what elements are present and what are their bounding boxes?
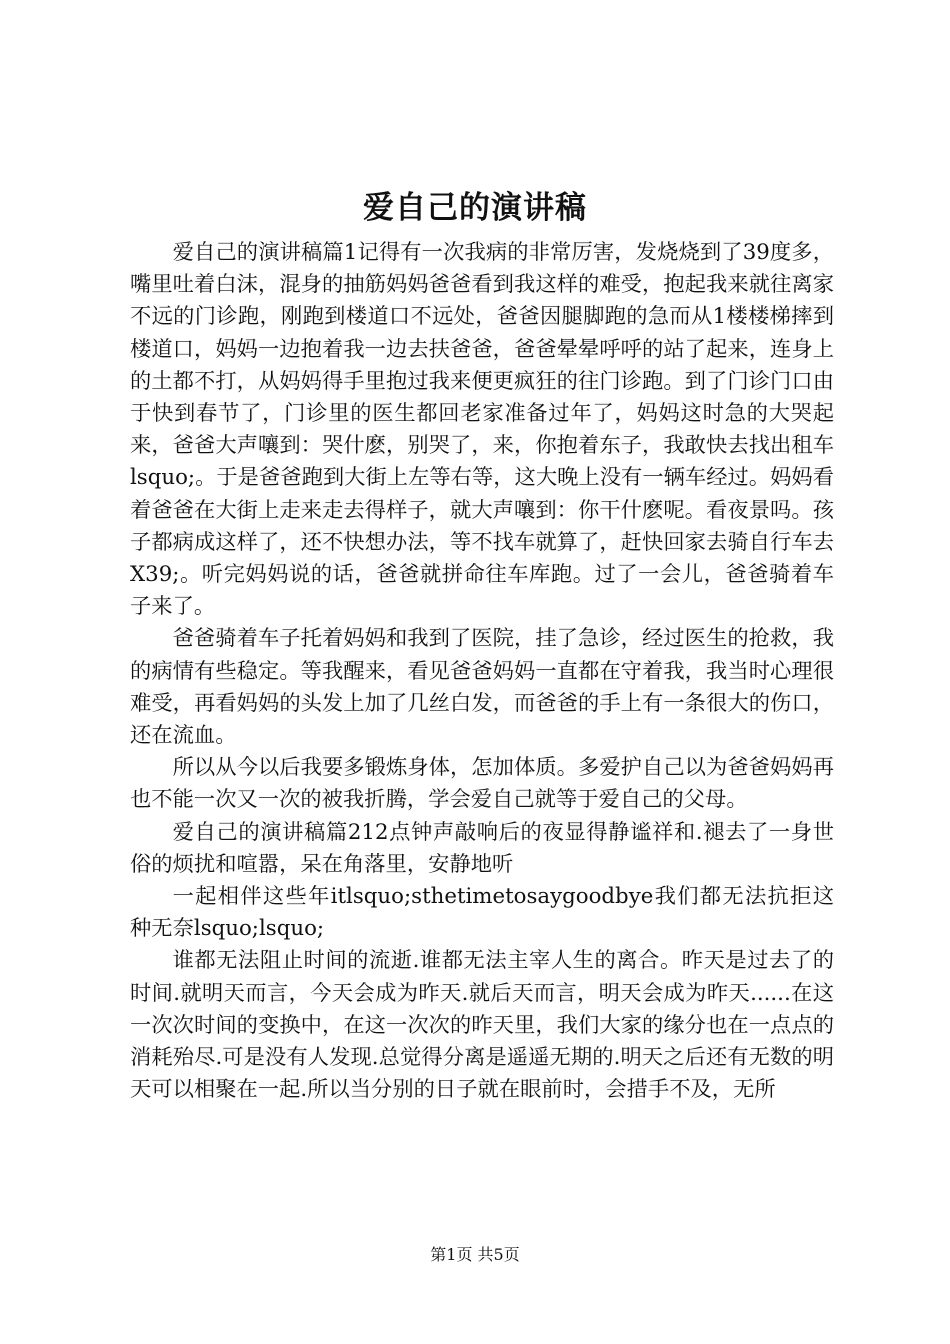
document-title: 爱自己的演讲稿 bbox=[363, 190, 587, 226]
page-number-footer: 第1页 共5页 bbox=[430, 1245, 520, 1264]
paragraph-6: 谁都无法阻止时间的流逝.谁都无法主宰人生的离合。昨天是过去了的时间.就明天而言，今天会成为昨天.就后天而言，明天会成为昨天......在这一次次时间的变换中，在这一次次的昨天里，我们大家的缘分也在一点点的消耗殆尽.可是没有人发现.总觉得分离是遥遥无期的.明天之后还有无数的明天可以相聚在一起.所以当分别的日子就在眼前时，会措手不及，无所 bbox=[130, 948, 834, 1103]
paragraph-5: 一起相伴这些年itlsquo;sthetimetosaygoodbye我们都无法抗拒这种无奈lsquo;lsquo; bbox=[130, 884, 834, 942]
paragraph-2: 爸爸骑着车子托着妈妈和我到了医院，挂了急诊，经过医生的抢救，我的病情有些稳定。等我醒来，看见爸爸妈妈一直都在守着我，我当时心理很难受，再看妈妈的头发上加了几丝白发，而爸爸的手上有一条很大的伤口，还在流血。 bbox=[130, 626, 834, 749]
paragraph-3: 所以从今以后我要多锻炼身体，怎加体质。多爱护自己以为爸爸妈妈再也不能一次又一次的被我折腾，学会爱自己就等于爱自己的父母。 bbox=[130, 755, 834, 813]
paragraph-1: 爱自己的演讲稿篇1记得有一次我病的非常厉害，发烧烧到了39度多，嘴里吐着白沫，混身的抽筋妈妈爸爸看到我这样的难受，抱起我来就往离家不远的门诊跑，刚跑到楼道口不远处，爸爸因腿脚跑的急而从1楼楼梯摔到楼道口，妈妈一边抱着我一边去扶爸爸，爸爸晕晕呼呼的站了起来，连身上的土都不打，从妈妈得手里抱过我来便更疯狂的往门诊跑。到了门诊门口由于快到春节了，门诊里的医生都回老家准备过年了，妈妈这时急的大哭起来，爸爸大声嚷到：哭什麽，别哭了，来，你抱着东子，我敢快去找出租车lsquo;。于是爸爸跑到大街上左等右等，这大晚上没有一辆车经过。妈妈看着爸爸在大街上走来走去得样子，就大声嚷到：你干什麽呢。看夜景吗。孩子都病成这样了，还不快想办法，等不找车就算了，赶快回家去骑自行车去X39;。听完妈妈说的话，爸爸就拼命往车库跑。过了一会儿，爸爸骑着车子来了。 bbox=[130, 240, 834, 620]
document-body bbox=[130, 237, 834, 1106]
paragraph-4: 爱自己的演讲稿篇212点钟声敲响后的夜显得静谧祥和.褪去了一身世俗的烦扰和喧嚣，呆在角落里，安静地听 bbox=[130, 819, 834, 877]
